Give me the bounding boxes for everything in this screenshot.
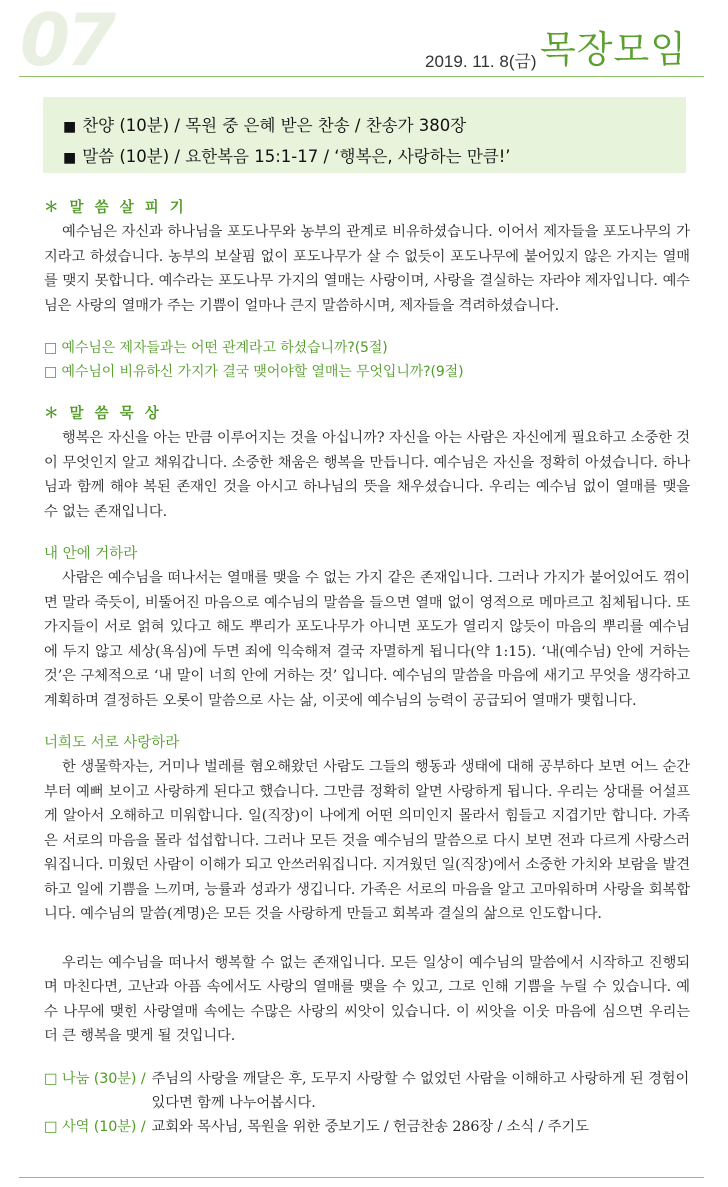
activity-text: 주님의 사랑을 깨달은 후, 도무지 사랑할 수 없었던 사람을 이해하고 사랑하게 된 경험이 있다면 함께 나누어봅시다. <box>151 1070 690 1111</box>
page-number: 07 <box>20 0 113 82</box>
section-body-look: 예수님은 자신과 하나님을 포도나무와 농부의 관계로 비유하셨습니다. 이어서 제자들을 포도나무의 가지라고 하셨습니다. 농부의 보살핌 없이 포도나무가 살 수 없듯이 포도나무에 붙어있지 않은 가지는 열매를 맺지 못합니다. 예수라는 포도나무 가지의 열매는 사랑이며, 사랑을 결실하는 자라야 제자입니다. 예수님은 사랑의 열매가 주는 기쁨이 얼마나 큰지 말씀하시며, 제자들을 격려하셨습니다. <box>44 224 690 314</box>
activity-sharing <box>44 1067 690 1115</box>
agenda-box <box>43 97 686 173</box>
activity-ministry <box>44 1115 690 1139</box>
section-body-abide: 사람은 예수님을 떠나서는 열매를 맺을 수 없는 가지 같은 존재입니다. 그러나 가지가 붙어있어도 꺾이면 말라 죽듯이, 비뚤어진 마음으로 예수님의 말씀을 들으면 열매 없이 영적으로 메마르고 침체됩니다. 또 가지들이 서로 얽혀 있다고 해도 뿌리가 포도나무가 아니면 포도가 열리지 않듯이 마음의 뿌리를 예수님에 두지 않고 세상(욕심)에 두면 죄에 익숙해져 결국 자멸하게 됩니다(약 1:15). ‘내(예수님) 안에 거하는 것’은 구체적으로 ‘내 말이 너희 안에 거하는 것’ 입니다. 예수님의 말씀을 마음에 새기고 무엇을 생각하고 계획하며 결정하든 오롯이 말씀으로 사는 삶, 이곳에 예수님의 능력이 공급되어 열매가 맺힙니다. <box>44 570 690 709</box>
activity-text: 교회와 목사님, 목원을 위한 중보기도 / 헌금찬송 286장 / 소식 / 주기도 <box>151 1118 589 1135</box>
section-body-meditate: 행복은 자신을 아는 만큼 이루어지는 것을 아십니까? 자신을 아는 사람은 자신에게 필요하고 소중한 것이 무엇인지 알고 채워갑니다. 소중한 채움은 행복을 만듭니다. 예수님은 자신을 정확히 아셨습니다. 하나님과 함께 해야 복된 존재인 것을 아시고 하나님의 뜻을 채우셨습니다. 우리는 예수님 없이 열매를 맺을 수 없는 존재입니다. <box>44 430 690 520</box>
closing-paragraph: 우리는 예수님을 떠나서 행복할 수 없는 존재입니다. 모든 일상이 예수님의 말씀에서 시작하고 진행되며 마친다면, 고난과 아픔 속에서도 사랑의 열매를 맺을 수 있고, 그로 인해 기쁨을 누릴 수 있습니다. 예수 나무에 맺힌 사랑열매 속에는 수많은 사랑의 씨앗이 있습니다. 이 씨앗을 이웃 마음에 심으면 우리는 더 큰 행복을 맺게 될 것입니다. <box>44 954 690 1044</box>
agenda-item-praise <box>63 111 686 142</box>
agenda-item-word <box>63 142 686 173</box>
agenda-item-text: 말씀 (10분) / 요한복음 15:1-17 / ‘행복은, 사랑하는 만큼!’ <box>82 147 511 166</box>
section-heading-look: ＊ 말 씀 살 피 기 <box>44 200 187 216</box>
header-divider <box>19 76 704 77</box>
activity-label: □ 나눔 (30분) / <box>44 1070 146 1087</box>
page-title: 목장모임 <box>540 28 687 71</box>
section-heading-meditate: ＊ 말 씀 묵 상 <box>44 406 162 422</box>
footer-divider <box>19 1177 704 1178</box>
activity-label: □ 사역 (10분) / <box>44 1118 146 1135</box>
main-content <box>44 196 690 1139</box>
agenda-item-text: 찬양 (10분) / 목원 중 은혜 받은 찬송 / 찬송가 380장 <box>82 116 467 135</box>
section-heading-abide: 내 안에 거하라 <box>44 546 138 562</box>
question-item: □ 예수님이 비유하신 가지가 결국 맺어야할 열매는 무엇입니까?(9절) <box>44 364 464 380</box>
square-bullet-icon: ■ <box>63 119 77 135</box>
square-bullet-icon: ■ <box>63 150 77 166</box>
meeting-date: 2019. 11. 8(금) <box>425 52 537 71</box>
question-item: □ 예수님은 제자들과는 어떤 관계라고 하셨습니까?(5절) <box>44 340 388 356</box>
section-body-love: 한 생물학자는, 거미나 벌레를 혐오해왔던 사람도 그들의 행동과 생태에 대해 공부하다 보면 어느 순간부터 예뻐 보이고 사랑하게 된다고 했습니다. 그만큼 정확히 알면 사랑하게 됩니다. 우리는 상대를 어설프게 알아서 오해하고 미워합니다. 일(직장)이 나에게 어떤 의미인지 몰라서 힘들고 지겹기만 합니다. 가족은 서로의 마음을 몰라 섭섭합니다. 그러나 모든 것을 예수님의 말씀으로 다시 보면 전과 다르게 사랑스러워집니다. 미웠던 사람이 이해가 되고 안쓰러워집니다. 지겨웠던 일(직장)에서 소중한 가치와 보람을 발견하고 일에 기쁨을 느끼며, 능률과 성과가 생깁니다. 가족은 서로의 마음을 알고 고마워하며 사랑을 회복합니다. 예수님의 말씀(계명)은 모든 것을 사랑하게 만들고 회복과 결실의 삶으로 인도합니다. <box>44 759 690 922</box>
section-heading-love: 너희도 서로 사랑하라 <box>44 735 180 751</box>
